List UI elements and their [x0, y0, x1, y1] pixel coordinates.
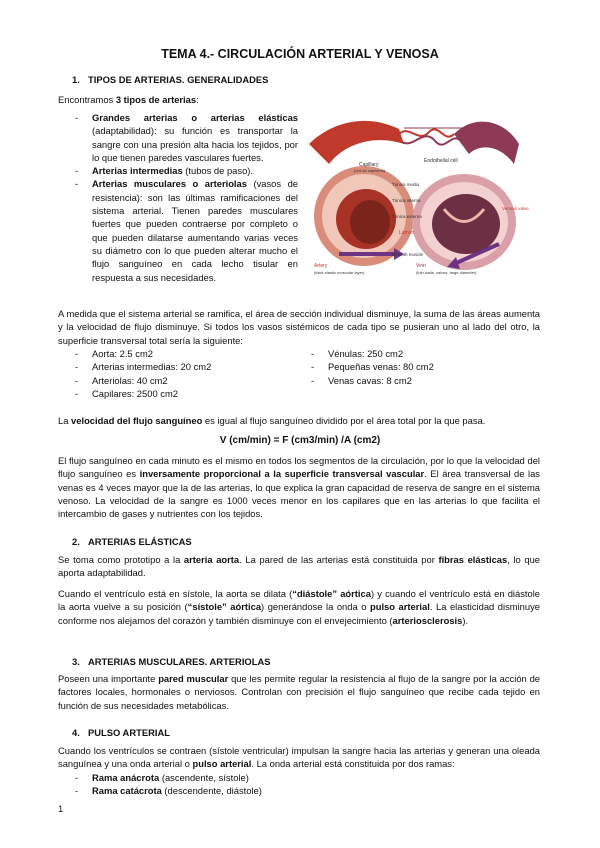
text-run: . El área transversal de las venas es 4 veces mayor que la de las arterias, lo que explica la gran capacidad de reserva de sangre en el sistema venoso. La velocidad de la sangre es 1000 veces menor en los capilares que en las arterias lo que facilita el intercambio de gases y nutrientes con los tejidos. [58, 468, 540, 520]
text-run: Cuando los ventrículos se contraen (sístole ventricular) impulsan la sangre hacia las arterias y generan una oleada sanguínea y una onda arterial o [58, 745, 540, 770]
list-item [72, 111, 298, 164]
item-text: (adaptabilidad): su función es transportar la sangre con una presión alta hacia los tejidos, por lo que tienen paredes vasculares fuertes. [92, 125, 298, 163]
text-run: Cuando el ventrículo está en sístole, la aorta se dilata ( [58, 588, 293, 599]
section-number: 4. [72, 727, 80, 738]
area-list-left [72, 347, 302, 400]
text-run: El flujo sanguíneo en cada minuto es el mismo en todos los segmentos de la circulación, por lo que la velocidad del flujo sanguíneo es [58, 455, 540, 480]
label-capillary-sub: (red de capilares) [354, 168, 386, 173]
text-run: Poseen una importante [58, 673, 159, 684]
text-run-bold: fibras elásticas [438, 554, 508, 565]
velocity-paragraph [58, 414, 540, 427]
section-number: 2. [72, 536, 80, 547]
flow-paragraph [58, 454, 540, 520]
text-run-bold: “diástole” aórtica [292, 588, 371, 599]
text-run-bold: “sístole” aórtica [187, 601, 262, 613]
list-item: - Aorta: 2.5 cm2 [72, 347, 302, 360]
pulse-paragraph [58, 744, 540, 771]
section-number: 3. [72, 656, 80, 667]
list-item [72, 164, 298, 177]
text-run-bold: pulso arterial [192, 758, 252, 770]
item-term: Arterias musculares o arteriolas [92, 178, 247, 190]
pulse-branches-list [72, 771, 472, 798]
label-venous-valve: Venous valve [502, 206, 529, 211]
artery-vein-illustration [304, 104, 529, 280]
section-title: TIPOS DE ARTERIAS. GENERALIDADES [88, 74, 269, 85]
section-1-heading [72, 73, 268, 86]
item-text: (tubos de paso). [182, 165, 254, 177]
list-item [72, 771, 472, 784]
text-run: , lo que aporta adaptabilidad. [58, 554, 540, 579]
page-title: TEMA 4.- CIRCULACIÓN ARTERIAL Y VENOSA [161, 47, 439, 61]
list-item: - Vénulas: 250 cm2 [308, 347, 508, 360]
area-list-right [308, 347, 508, 387]
section-title: ARTERIAS ELÁSTICAS [88, 536, 192, 547]
item-term: Rama catácrota [92, 785, 162, 797]
section-number: 1. [72, 74, 80, 85]
text-run: que les permite regular la resistencia al flujo de la sangre por la acción de factores locales, hormonales o nerviosos. Controlan con precisión el flujo sanguíneo que recibe cada tejido en función de sus necesidades metabólicas. [58, 673, 540, 711]
label-capillary: Capillary [359, 162, 379, 168]
label-smooth-muscle: Smooth muscle [392, 252, 424, 257]
label-lumen: Lumen [399, 230, 415, 236]
list-item: - Capilares: 2500 cm2 [72, 387, 302, 400]
elastic-paragraph-2 [58, 587, 540, 627]
label-vein-sub: (thin walls, valves, large diameter) [416, 270, 477, 275]
page-number: 1 [58, 803, 64, 814]
item-text: (vasos de resistencia): son las últimas ramificaciones del sistema arterial. Tienen paredes musculares fuertes que pueden contraerse por completo o que pueden dilatarse aumentando varias veces su diámetro con lo que pueden alterar mucho el flujo sanguíneo en cada lecho tisular en respuesta a sus necesidades. [92, 178, 298, 283]
text-run: Se toma como prototipo a la [58, 554, 184, 565]
text-run-bold: arteriosclerosis [392, 614, 463, 626]
text-run-bold: pulso arterial [370, 601, 430, 613]
vessel-diagram [304, 104, 529, 280]
label-tunica-externa: Túnica externa [392, 214, 422, 219]
text-run-bold: pared muscular [158, 673, 229, 684]
text-run: es igual al flujo sanguíneo dividido por el área total por la que pasa. [202, 415, 486, 426]
label-vein: Vein [416, 263, 426, 269]
section-2-heading [72, 535, 192, 548]
velocity-formula: V (cm/min) = F (cm3/min) /A (cm2) [219, 435, 381, 446]
text-run: : [196, 94, 199, 105]
text-run-bold: 3 tipos de arterias [115, 94, 197, 105]
label-artery-sub: (thick elastic muscular layer) [314, 270, 365, 275]
text-run: . La pared de las arterias está constituida por [239, 554, 439, 565]
item-term: Grandes arterias o arterias elásticas [92, 112, 298, 123]
item-term: Arterias intermedias [92, 165, 183, 177]
text-run-bold: arteria aorta [183, 554, 240, 565]
section-title: ARTERIAS MUSCULARES. ARTERIOLAS [88, 656, 271, 667]
text-run: ) generándose la onda o [261, 601, 370, 613]
label-tunica-media: Túnica media [392, 182, 420, 187]
text-run: ). [462, 614, 469, 626]
section-title: PULSO ARTERIAL [88, 727, 170, 738]
elastic-paragraph-1 [58, 553, 540, 580]
list-item: - Venas cavas: 8 cm2 [308, 374, 508, 387]
list-item [72, 784, 472, 797]
label-endothelial: Endothelial cell [424, 158, 458, 164]
text-run: Encontramos [58, 94, 116, 105]
branching-paragraph: A medida que el sistema arterial se ramifica, el área de sección individual disminuye, la suma de las áreas aumenta y la velocidad de flujo disminuye. Si todos los vasos sistémicos de cada tipo se pusieran uno al lado del otro, la superficie transversal total sería la siguiente: [58, 308, 540, 346]
list-item: - Arteriolas: 40 cm2 [72, 374, 302, 387]
list-item: - Pequeñas venas: 80 cm2 [308, 360, 508, 373]
text-run: . La onda arterial está constituida por dos ramas: [251, 758, 455, 770]
section-4-heading [72, 726, 170, 739]
text-run-bold: inversamente proporcional a la superficie transversal vascular [139, 468, 425, 480]
text-run: ) y cuando el ventrículo está en diástole la aorta vuelve a su posición ( [58, 588, 541, 613]
text-run: . La elasticidad disminuye conforme nos alejamos del corazón y también disminuye con el envejecimiento ( [58, 601, 540, 626]
section-3-heading [72, 655, 270, 668]
list-item: - Arterias intermedias: 20 cm2 [72, 360, 302, 373]
muscular-paragraph [58, 672, 540, 712]
text-run-bold: velocidad del flujo sanguíneo [71, 415, 203, 426]
list-item [72, 177, 298, 283]
artery-types-list [72, 111, 298, 284]
text-run: La [58, 415, 72, 426]
item-term: Rama anácrota [92, 772, 160, 783]
label-artery: Artery [314, 263, 328, 269]
item-text: (descendente, diástole) [161, 785, 262, 797]
item-text: (ascendente, sístole) [159, 772, 249, 783]
label-tunica-interna: Túnica interna [392, 198, 421, 203]
